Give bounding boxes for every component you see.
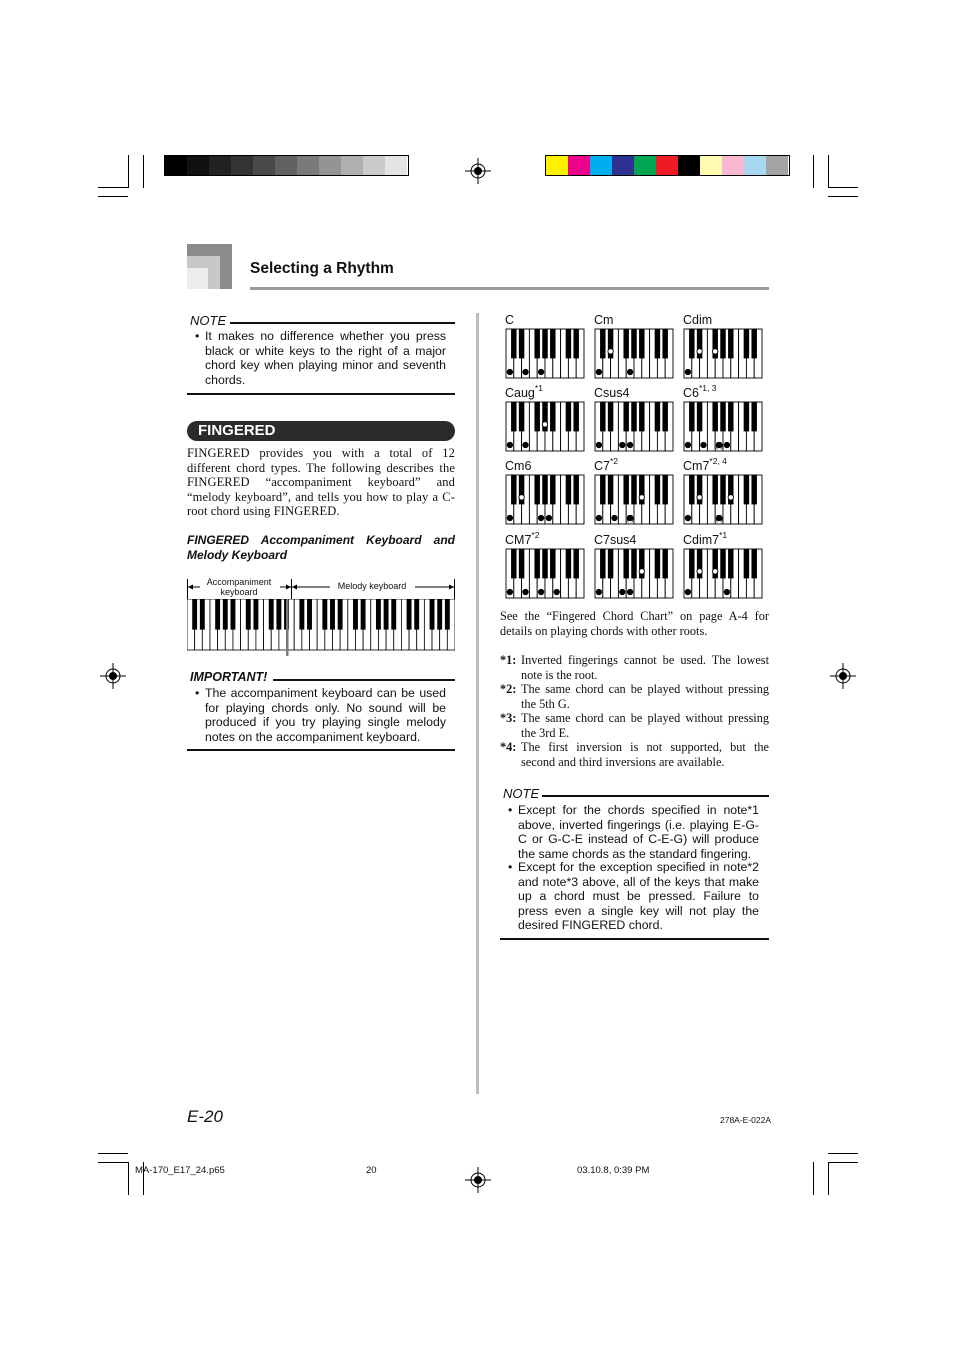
black-key (600, 402, 605, 431)
black-key (744, 475, 749, 504)
black-key (689, 549, 694, 578)
black-key (631, 402, 636, 431)
see-chart-text: See the “Fingered Chord Chart” on page A-4 for details on playing chords with other roots. (500, 609, 769, 638)
pressed-key-marker (697, 495, 702, 500)
pressed-key-marker (507, 442, 512, 447)
pressed-key-marker (639, 495, 644, 500)
black-key (534, 329, 539, 358)
chord-label (505, 459, 531, 473)
black-key (744, 329, 749, 358)
chord-footnote-ref: *2 (531, 530, 540, 540)
note-bullet: • It makes no difference whether you press black or white keys to the right of a major chord key when playing minor and seventh chords. (195, 329, 446, 387)
black-key (550, 329, 555, 358)
note2-bottom-rule (500, 938, 769, 940)
section-tab-graphic (187, 244, 232, 289)
key (330, 599, 335, 630)
chord-keyboard-diagram (505, 401, 585, 452)
pressed-key-marker (519, 495, 524, 500)
black-key (655, 402, 660, 431)
note-rule (230, 322, 455, 324)
pressed-key-marker (612, 515, 617, 520)
chord-label (683, 383, 717, 400)
black-key (534, 402, 539, 431)
black-key (751, 549, 756, 578)
chord-keyboard-diagram (683, 548, 763, 599)
crop-mark-bottom-right-h (828, 1162, 858, 1163)
footnote-2 (500, 682, 769, 712)
black-key (744, 402, 749, 431)
key (407, 599, 412, 630)
chord-name: Cm6 (505, 459, 532, 473)
black-key (519, 402, 524, 431)
black-key (600, 329, 605, 358)
pressed-key-marker (713, 569, 718, 574)
registration-mark-right-icon (830, 663, 856, 689)
pressed-key-marker (523, 442, 528, 447)
key (200, 599, 205, 630)
black-key (511, 329, 516, 358)
chord-footnote-ref: *1 (534, 383, 543, 393)
note-bullet-text: It makes no difference whether you press black or white keys to the right of a major chord key when playing minor and seventh chords. (205, 329, 446, 387)
pressed-key-marker (538, 589, 543, 594)
black-key (720, 402, 725, 431)
black-key (662, 549, 667, 578)
chord-name: C7 (594, 459, 610, 473)
key (230, 599, 235, 630)
pressed-key-marker (685, 589, 690, 594)
black-key (623, 329, 628, 358)
black-key (566, 402, 571, 431)
melody-keyboard-label: Melody keyboard (337, 581, 407, 591)
chord-label (683, 456, 727, 473)
black-key (639, 402, 644, 431)
sheet-number: 20 (366, 1165, 377, 1176)
pressed-key-marker (697, 349, 702, 354)
chord-label (683, 530, 728, 547)
pressed-key-marker (507, 589, 512, 594)
registration-mark-bottom-icon (465, 1167, 491, 1193)
black-key (720, 475, 725, 504)
black-key (728, 329, 733, 358)
chord-name: Cdim (683, 313, 713, 327)
black-key (542, 475, 547, 504)
note-bottom-rule (187, 393, 455, 395)
black-key (534, 549, 539, 578)
crop-mark-bottom-left-v (128, 1162, 129, 1195)
footnote-3-key: *3: (500, 711, 517, 725)
important-bullet: • The accompaniment keyboard can be used for playing chords only. No sound will be produced if you try playing single melody notes on the accompaniment keyboard. (195, 686, 446, 744)
color-bar-outline (545, 155, 790, 176)
chord-keyboard-diagram (505, 548, 585, 599)
pressed-key-marker (713, 349, 718, 354)
key (430, 599, 435, 630)
pressed-key-marker (596, 369, 601, 374)
black-key (608, 475, 613, 504)
pressed-key-marker (538, 515, 543, 520)
key (215, 599, 220, 630)
black-key (573, 549, 578, 578)
black-key (712, 475, 717, 504)
chord-name: C6 (683, 386, 699, 400)
key (192, 599, 197, 630)
black-key (712, 402, 717, 431)
black-key (573, 475, 578, 504)
key (361, 599, 366, 630)
registration-mark-left-icon (100, 663, 126, 689)
print-timestamp: 03.10.8, 0:39 PM (577, 1165, 650, 1176)
pressed-key-marker (639, 569, 644, 574)
black-key (511, 402, 516, 431)
black-key (511, 475, 516, 504)
section-title-rule (250, 287, 769, 290)
pressed-key-marker (554, 589, 559, 594)
keyboard-subheading: FINGERED Accompaniment Keyboard and Melody Keyboard (187, 533, 455, 562)
key (246, 599, 251, 630)
key (338, 599, 343, 630)
black-key (689, 402, 694, 431)
crop-mark-top-right-h2 (828, 196, 858, 197)
black-key (662, 475, 667, 504)
black-key (751, 402, 756, 431)
gray-bar-outline (164, 155, 409, 176)
key (322, 599, 327, 630)
chord-label (594, 456, 619, 473)
chord-keyboard-diagram (683, 328, 763, 379)
important-label: IMPORTANT! (190, 670, 268, 684)
crop-mark-bottom-right-v2 (813, 1162, 814, 1195)
black-key (639, 329, 644, 358)
chord-label (594, 533, 636, 547)
fingered-heading-bar (187, 421, 455, 441)
black-key (728, 402, 733, 431)
important-bottom-rule (187, 749, 455, 751)
pressed-key-marker (538, 369, 543, 374)
chord-keyboard-diagram (594, 548, 674, 599)
black-key (623, 402, 628, 431)
key (384, 599, 389, 630)
note2-bullet-2-text: Except for the exception specified in note*2 and note*3 above, all of the keys that make up a chord must be pressed. Failure to press even a single key will not play the desired FINGERED chord. (518, 860, 759, 933)
pressed-key-marker (627, 369, 632, 374)
column-divider (476, 313, 479, 1094)
crop-mark-bottom-left-h (98, 1162, 128, 1163)
chord-keyboard-diagram (683, 474, 763, 525)
note2-bullet-2: • Except for the exception specified in note*2 and note*3 above, all of the keys that make up a chord must be pressed. Failure to press even a single key will not play the desired FINGERED chord. (508, 860, 759, 933)
fingered-heading: FINGERED (198, 422, 276, 439)
key (307, 599, 312, 630)
chord-label (594, 313, 613, 327)
pressed-key-marker (608, 349, 613, 354)
pressed-key-marker (620, 589, 625, 594)
chord-keyboard-diagram (505, 474, 585, 525)
black-key (655, 475, 660, 504)
footnote-2-text: The same chord can be played without pressing the 5th G. (521, 682, 769, 711)
black-key (534, 475, 539, 504)
footnote-3-text: The same chord can be played without pressing the 3rd E. (521, 711, 769, 740)
crop-mark-top-left-h2 (98, 196, 128, 197)
document-code: 278A-E-022A (720, 1115, 772, 1125)
black-key (566, 329, 571, 358)
black-key (631, 329, 636, 358)
footnote-2-key: *2: (500, 682, 517, 696)
pressed-key-marker (627, 589, 632, 594)
black-key (550, 475, 555, 504)
key (414, 599, 419, 630)
black-key (542, 329, 547, 358)
black-key (519, 329, 524, 358)
chord-keyboard-diagram (594, 474, 674, 525)
key (253, 599, 258, 630)
black-key (631, 475, 636, 504)
black-key (720, 329, 725, 358)
crop-mark-top-right-v (828, 155, 829, 188)
chord-footnote-ref: *1, 3 (698, 383, 717, 393)
black-key (744, 549, 749, 578)
pressed-key-marker (596, 515, 601, 520)
key (299, 599, 304, 630)
chord-label (505, 530, 540, 547)
pressed-key-marker (728, 495, 733, 500)
chord-name: C7sus4 (594, 533, 637, 547)
keyboard-range-arrows (187, 579, 455, 599)
page-number: E-20 (187, 1107, 223, 1126)
footnote-1 (500, 653, 769, 683)
black-key (728, 549, 733, 578)
chord-name: C (505, 313, 515, 327)
note2-bullet-1-text: Except for the chords specified in note*1 above, inverted fingerings (i.e. playing E-G-C or G-C-E instead of C-E-G) will produce the same chords as the standard fingering. (518, 803, 759, 861)
fingered-paragraph: FINGERED provides you with a total of 12 different chord types. The following describes the FINGERED “accompaniment keyboard” and “melody keyboard”, and tells you how to play a C-root chord using FINGERED. (187, 446, 455, 519)
crop-mark-top-left-v (128, 155, 129, 188)
accompaniment-keyboard-label: Accompaniment keyboard (206, 577, 272, 597)
pressed-key-marker (685, 515, 690, 520)
pressed-key-marker (620, 442, 625, 447)
chord-name: CM7 (505, 533, 532, 547)
chord-footnote-ref: *1 (719, 530, 728, 540)
black-key (566, 549, 571, 578)
key (391, 599, 396, 630)
black-key (751, 329, 756, 358)
chord-label (505, 383, 543, 400)
pressed-key-marker (685, 369, 690, 374)
note2-label: NOTE (503, 786, 540, 801)
crop-mark-top-left-h (98, 187, 128, 188)
pressed-key-marker (701, 442, 706, 447)
crop-mark-top-right-h (828, 187, 858, 188)
pressed-key-marker (724, 589, 729, 594)
chord-keyboard-diagram (505, 328, 585, 379)
chord-name: Caug (505, 386, 535, 400)
chord-name: Cm7 (683, 459, 710, 473)
key (286, 599, 289, 656)
chord-keyboard-diagram (683, 401, 763, 452)
black-key (689, 475, 694, 504)
crop-mark-top-right-v2 (813, 155, 814, 188)
footnote-4-key: *4: (500, 740, 517, 754)
black-key (573, 329, 578, 358)
chord-footnote-ref: *2 (609, 456, 619, 466)
black-key (608, 549, 613, 578)
chord-keyboard-diagram (594, 401, 674, 452)
black-key (623, 475, 628, 504)
note-label: NOTE (190, 313, 227, 328)
pressed-key-marker (596, 589, 601, 594)
black-key (631, 549, 636, 578)
black-key (511, 549, 516, 578)
chord-name: Cdim7 (683, 533, 720, 547)
black-key (655, 549, 660, 578)
black-key (566, 475, 571, 504)
black-key (662, 329, 667, 358)
key (376, 599, 381, 630)
key (276, 599, 281, 630)
pressed-key-marker (685, 442, 690, 447)
key (445, 599, 450, 630)
pressed-key-marker (546, 515, 551, 520)
black-key (655, 329, 660, 358)
gray-swatch (407, 156, 429, 176)
pressed-key-marker (507, 515, 512, 520)
footnote-1-text: Inverted fingerings cannot be used. The lowest note is the root. (521, 653, 769, 682)
pressed-key-marker (523, 589, 528, 594)
footnote-4 (500, 740, 769, 770)
black-key (600, 475, 605, 504)
pressed-key-marker (627, 515, 632, 520)
black-key (662, 402, 667, 431)
black-key (608, 402, 613, 431)
chord-label (594, 386, 629, 400)
pressed-key-marker (716, 442, 721, 447)
note2-bullet-1: • Except for the chords specified in note*1 above, inverted fingerings (i.e. playing E-G-C or G-C-E instead of C-E-G) will produce the same chords as the standard fingering. (508, 803, 759, 861)
pressed-key-marker (724, 442, 729, 447)
file-name: MA-170_E17_24.p65 (135, 1165, 225, 1176)
black-key (751, 475, 756, 504)
pressed-key-marker (627, 442, 632, 447)
crop-mark-top-left-v2 (143, 155, 144, 188)
black-key (697, 402, 702, 431)
chord-label (683, 313, 712, 327)
pressed-key-marker (507, 369, 512, 374)
chord-name: Csus4 (594, 386, 630, 400)
pressed-key-marker (596, 442, 601, 447)
key (353, 599, 358, 630)
pressed-key-marker (697, 569, 702, 574)
black-key (542, 549, 547, 578)
black-key (550, 402, 555, 431)
important-rule (273, 679, 455, 681)
black-key (600, 549, 605, 578)
full-keyboard-diagram (187, 599, 455, 657)
chord-keyboard-diagram (594, 328, 674, 379)
registration-mark-top-icon (465, 158, 491, 184)
black-key (550, 549, 555, 578)
pressed-key-marker (716, 515, 721, 520)
footnote-1-key: *1: (500, 653, 517, 667)
chord-name: Cm (594, 313, 614, 327)
crop-mark-bottom-right-h2 (828, 1153, 858, 1154)
note2-rule (542, 795, 769, 797)
black-key (573, 402, 578, 431)
crop-mark-bottom-left-h2 (98, 1153, 128, 1154)
key (223, 599, 228, 630)
footnote-3 (500, 711, 769, 741)
key (269, 599, 274, 630)
black-key (519, 549, 524, 578)
pressed-key-marker (523, 369, 528, 374)
pressed-key-marker (542, 422, 547, 427)
important-bullet-text: The accompaniment keyboard can be used for playing chords only. No sound will be produced if you try playing single melody notes on the accompaniment keyboard. (205, 686, 446, 744)
crop-mark-bottom-right-v (828, 1162, 829, 1195)
chord-label (505, 313, 514, 327)
key (437, 599, 442, 630)
chord-footnote-ref: *2, 4 (709, 456, 727, 466)
section-title: Selecting a Rhythm (250, 260, 394, 277)
black-key (623, 549, 628, 578)
black-key (689, 329, 694, 358)
footnote-4-text: The first inversion is not supported, but the second and third inversions are available. (521, 740, 769, 769)
black-key (720, 549, 725, 578)
